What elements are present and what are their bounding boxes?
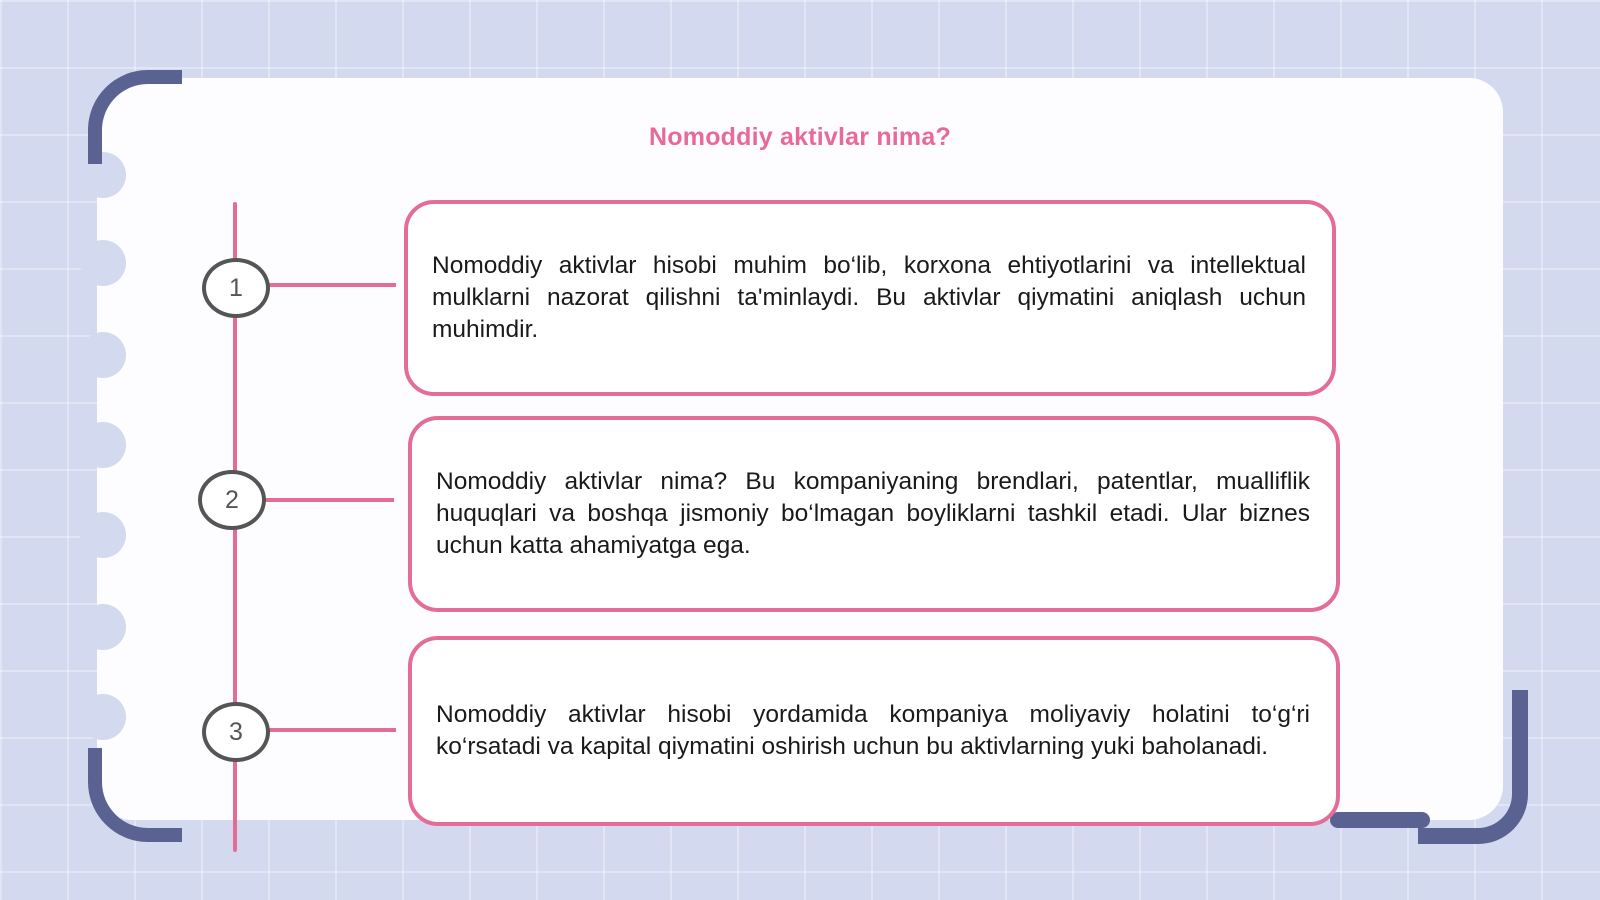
paper-notch [80, 240, 126, 286]
timeline-connector-3 [264, 728, 396, 732]
corner-bracket-bottom-right-extension [1330, 812, 1430, 828]
corner-bracket-bottom-right [1418, 690, 1528, 844]
step-number-1: 1 [202, 258, 270, 318]
timeline-connector-1 [264, 283, 396, 287]
step-number-2: 2 [198, 470, 266, 530]
corner-bracket-bottom-left [88, 748, 182, 842]
timeline-connector-2 [262, 498, 394, 502]
info-card-text: Nomoddiy aktivlar hisobi muhim bo‘lib, korxona ehtiyotlarini va intellektual mulklarni nazorat qilishni ta'minlaydi. Bu aktivlar qiymatini aniqlash uchun muhimdir. [432, 252, 1306, 343]
paper-notch [80, 512, 126, 558]
info-card-3 [408, 636, 1340, 826]
paper-notch [80, 422, 126, 468]
info-card-text: Nomoddiy aktivlar nima? Bu kompaniyaning brendlari, patentlar, mualliflik huquqlari va boshqa jismoniy bo‘lmagan boyliklarni tashkil etadi. Ular biznes uchun katta ahamiyatga ega. [436, 468, 1310, 559]
step-number-3: 3 [202, 702, 270, 762]
info-card-text: Nomoddiy aktivlar hisobi yordamida kompaniya moliyaviy holatini to‘g‘ri ko‘rsatadi va kapital qiymatini oshirish uchun bu aktivlarning yuki baholanadi. [436, 701, 1310, 760]
info-card-2 [408, 416, 1340, 612]
slide-title: Nomoddiy aktivlar nima? [649, 123, 951, 151]
info-card-1 [404, 200, 1336, 396]
paper-notch [80, 694, 126, 740]
paper-notch [80, 604, 126, 650]
paper-notch [80, 332, 126, 378]
